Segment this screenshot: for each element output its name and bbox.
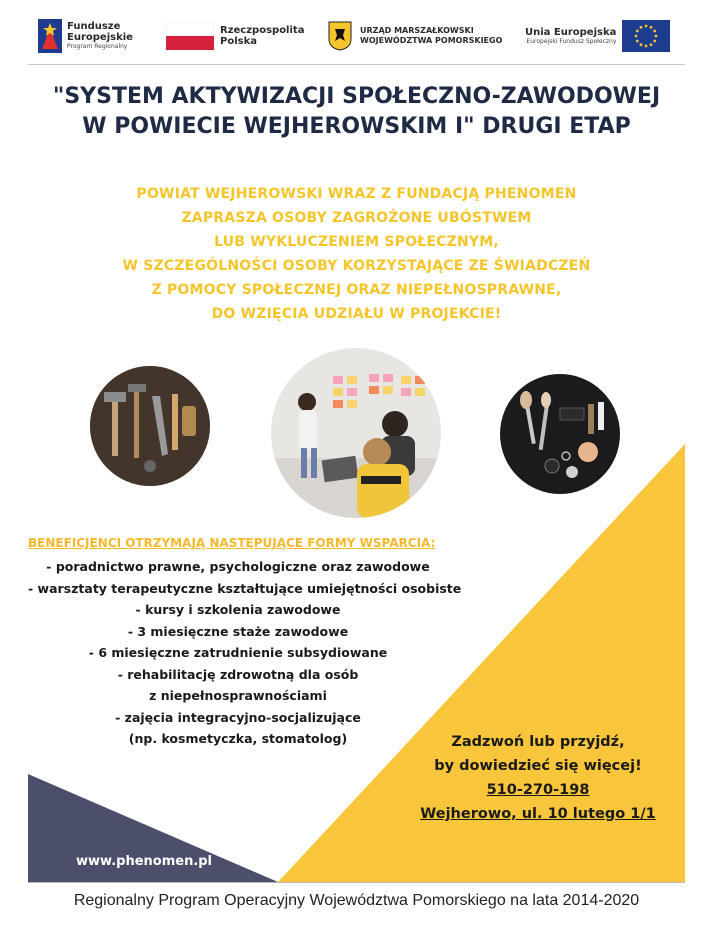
urzad-line2: WOJEWÓDZTWA POMORSKIEGO — [360, 36, 503, 45]
list-item: - 6 miesięczne zatrudnienie subsydiowane — [88, 645, 388, 660]
contact-block — [408, 730, 668, 826]
intro-line: ZAPRASZA OSOBY ZAGROŻONE UBÓSTWEM — [181, 210, 532, 226]
footer-text: Regionalny Program Operacyjny Województwa Pomorskiego na lata 2014-2020 — [73, 892, 640, 909]
fundusze-line2: Europejskie — [67, 32, 133, 43]
list-item: - warsztaty terapeutyczne kształtujące umiejętności osobiste — [28, 580, 462, 596]
page-title — [28, 82, 685, 142]
header-separator — [28, 64, 685, 65]
rzeczpospolita-line1: Rzeczpospolita — [220, 25, 305, 36]
list-item: - zajęcia integracyjno-socjalizujące — [115, 709, 361, 725]
intro-line: LUB WYKLUCZENIEM SPOŁECZNYM, — [214, 234, 499, 250]
poster — [28, 14, 685, 926]
benefits-list — [28, 556, 462, 750]
list-item: (np. kosmetyczka, stomatolog) — [128, 731, 348, 746]
footer-separator — [28, 882, 685, 883]
unia-sub: Europejski Fundusz Społeczny — [526, 37, 617, 45]
unia-line1: Unia Europejska — [525, 26, 617, 38]
fundusze-europejskie-logo — [38, 16, 133, 56]
meeting-photo — [271, 348, 441, 518]
tools-photo — [90, 366, 210, 486]
fundusze-sub: Program Regionalny — [67, 43, 128, 50]
list-item: - kursy i szkolenia zawodowe — [135, 602, 341, 617]
unia-europejska-logo — [525, 16, 670, 56]
address: Wejherowo, ul. 10 lutego 1/1 — [420, 806, 656, 822]
list-item: - 3 miesięczne staże zawodowe — [127, 623, 349, 639]
rzeczpospolita-logo — [166, 16, 304, 56]
urzad-line1: URZĄD MARSZAŁKOWSKI — [360, 26, 474, 35]
list-item: z niepełnosprawnościami — [149, 688, 327, 703]
website-link[interactable]: www.phenomen.pl — [76, 854, 213, 869]
title-line-2: W POWIECIE WEJHEROWSKIM I" DRUGI ETAP — [82, 114, 631, 139]
intro-line: Z POMOCY SPOŁECZNEJ ORAZ NIEPEŁNOSPRAWNE, — [151, 282, 562, 298]
contact-line-1: Zadzwoń lub przyjdź, — [451, 734, 625, 750]
intro-line: W SZCZEGÓLNOŚCI OSOBY KORZYSTAJĄCE ZE ŚWIADCZEŃ — [122, 258, 591, 274]
polish-flag-icon — [166, 22, 214, 50]
fe-star-icon — [38, 19, 62, 53]
list-item: - poradnictwo prawne, psychologiczne oraz zawodowe — [46, 559, 430, 574]
intro-line: POWIAT WEJHEROWSKI WRAZ Z FUNDACJĄ PHENOMEN — [136, 186, 577, 202]
cosmetics-photo — [500, 374, 620, 494]
intro-text — [28, 182, 685, 326]
intro-line: DO WZIĘCIA UDZIAŁU W PROJEKCIE! — [211, 306, 502, 322]
phone-number[interactable]: 510-270-198 — [486, 782, 590, 798]
logo-bar — [28, 14, 685, 62]
eu-flag-icon — [622, 20, 670, 52]
benefits-heading: BENEFICJENCI OTRZYMAJĄ NASTĘPUJĄCE FORMY WSPARCIA: — [28, 536, 436, 550]
urzad-marszalkowski-logo — [328, 16, 502, 56]
contact-line-2: by dowiedzieć się więcej! — [434, 758, 642, 774]
list-item: - rehabilitację zdrowotną dla osób — [117, 666, 359, 682]
pomorskie-crest-icon — [328, 21, 352, 51]
fundusze-line1: Fundusze — [67, 21, 121, 32]
rzeczpospolita-line2: Polska — [220, 36, 257, 47]
title-line-1: "SYSTEM AKTYWIZACJI SPOŁECZNO-ZAWODOWEJ — [52, 84, 661, 109]
